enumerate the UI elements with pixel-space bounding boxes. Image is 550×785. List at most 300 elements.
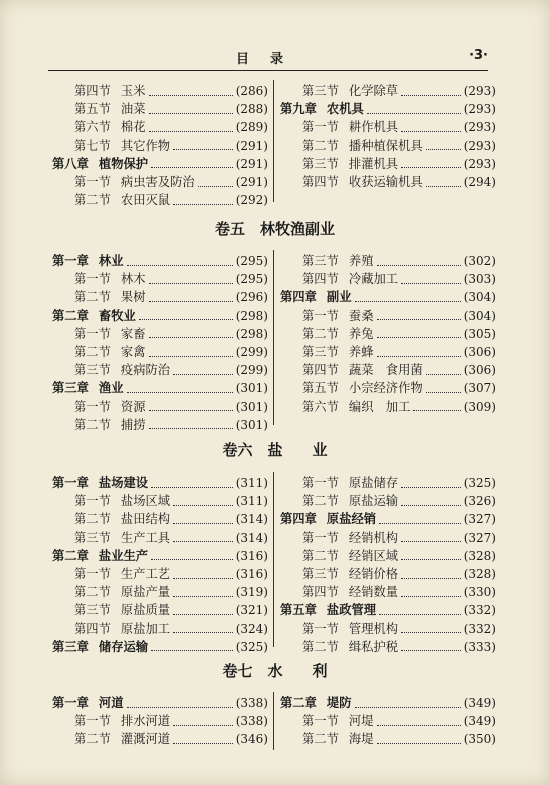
entry-number: 第一节: [302, 120, 339, 135]
dot-leader: [127, 392, 233, 393]
entry-title: 盐业生产: [98, 548, 149, 563]
column-divider: [273, 250, 274, 425]
entry-title: 原盐加工: [120, 621, 171, 636]
dot-leader: [173, 374, 233, 375]
toc-section-entry: [52, 529, 268, 547]
entry-number: 第三节: [302, 84, 339, 98]
entry-number: 第二节: [74, 732, 111, 747]
entry-number: 第四节: [302, 175, 339, 189]
entry-title: 播种植保机具: [348, 138, 423, 153]
entry-number: 第二节: [74, 290, 111, 305]
entry-page: (306): [463, 363, 496, 378]
entry-title: 蚕桑: [348, 308, 374, 323]
dot-leader: [173, 541, 233, 542]
entry-page: (301): [235, 399, 268, 414]
entry-title: 收获运输机具: [348, 175, 423, 189]
entry-number: 第一节: [302, 621, 339, 636]
entry-number: 第四节: [74, 621, 111, 636]
entry-number: 第二节: [302, 326, 339, 341]
entry-page: (327): [463, 512, 496, 527]
entry-page: (349): [463, 696, 496, 710]
entry-number: 第三节: [74, 363, 111, 378]
toc-section-entry: [52, 100, 268, 118]
entry-title: 耕作机具: [348, 120, 399, 135]
toc-section-entry: [280, 307, 496, 325]
entry-page: (311): [235, 494, 268, 509]
entry-title: 捕捞: [120, 417, 146, 432]
dot-leader: [355, 707, 461, 708]
dot-leader: [426, 149, 461, 150]
toc-section-entry: [52, 288, 268, 306]
dot-leader: [149, 131, 233, 132]
entry-number: 第二节: [302, 548, 339, 563]
dot-leader: [426, 374, 461, 375]
entry-page: (327): [463, 530, 496, 545]
dot-leader: [151, 559, 233, 560]
dot-leader: [173, 578, 233, 579]
entry-number: 第二节: [302, 732, 339, 747]
entry-number: 第二节: [302, 138, 339, 153]
entry-number: 第三节: [74, 603, 111, 618]
dot-leader: [151, 167, 233, 168]
entry-title: 盐场区域: [120, 494, 171, 509]
entry-title: 原盐运输: [348, 494, 399, 509]
toc-chapter-entry: [52, 307, 268, 325]
toc-section-entry: [52, 416, 268, 434]
entry-number: 第一节: [302, 476, 339, 490]
entry-page: (309): [463, 399, 496, 414]
entry-title: 缉私护税: [348, 639, 399, 654]
entry-number: 第三节: [302, 345, 339, 359]
toc-section-entry: [52, 173, 268, 191]
entry-number: 第一节: [74, 714, 111, 729]
toc-section-entry: [52, 492, 268, 510]
toc-section-entry: [280, 620, 496, 638]
entry-page: (316): [235, 567, 268, 581]
entry-page: (295): [235, 254, 268, 268]
entry-title: 玉米: [120, 84, 146, 98]
toc-chapter-entry: [52, 638, 268, 656]
toc-chapter-entry: [280, 694, 496, 712]
toc-chapter-entry: [52, 474, 268, 492]
entry-title: 资源: [120, 399, 146, 414]
entry-title: 油菜: [120, 102, 146, 117]
entry-page: (332): [463, 621, 496, 636]
volume-heading: 卷五 林牧渔副业: [214, 220, 335, 238]
entry-title: 堤防: [326, 696, 352, 710]
entry-number: 第四节: [302, 585, 339, 600]
entry-number: 第二节: [302, 639, 339, 654]
toc-section-entry: [52, 118, 268, 136]
entry-number: 第三章: [52, 639, 89, 654]
entry-page: (291): [235, 175, 268, 189]
entry-number: 第一节: [74, 494, 111, 509]
dot-leader: [173, 149, 233, 150]
toc-section-entry: [280, 730, 496, 748]
entry-title: 果树: [120, 290, 146, 305]
toc-chapter-entry: [52, 694, 268, 712]
entry-number: 第四章: [280, 290, 317, 305]
entry-page: (306): [463, 345, 496, 359]
dot-leader: [426, 392, 461, 393]
toc-section-entry: [280, 547, 496, 565]
toc-section-entry: [280, 325, 496, 343]
entry-page: (349): [463, 714, 496, 729]
dot-leader: [401, 578, 461, 579]
entry-title: 病虫害及防治: [120, 175, 195, 189]
toc-section-entry: [52, 583, 268, 601]
entry-number: 第二章: [280, 696, 317, 710]
entry-page: (294): [463, 175, 496, 189]
entry-title: 经销机构: [348, 530, 399, 545]
toc-section-entry: [52, 730, 268, 748]
entry-title: 林业: [98, 254, 124, 268]
entry-page: (286): [235, 84, 268, 98]
toc-section-entry: [52, 191, 268, 209]
entry-number: 第四节: [74, 84, 111, 98]
entry-title: 渔业: [98, 381, 124, 396]
column-divider: [273, 80, 274, 202]
entry-page: (288): [235, 102, 268, 117]
dot-leader: [139, 319, 233, 320]
entry-page: (350): [463, 732, 496, 747]
toc-section-entry: [280, 379, 496, 397]
entry-number: 第三节: [302, 567, 339, 581]
toc-section-entry: [280, 712, 496, 730]
dot-leader: [127, 707, 233, 708]
entry-title: 管理机构: [348, 621, 399, 636]
entry-number: 第七节: [74, 138, 111, 153]
entry-title: 家畜: [120, 326, 146, 341]
dot-leader: [198, 186, 233, 187]
entry-page: (325): [463, 476, 496, 490]
entry-title: 农田灭鼠: [120, 193, 171, 208]
toc-section-entry: [52, 565, 268, 583]
entry-page: (293): [463, 138, 496, 153]
entry-page: (291): [235, 138, 268, 153]
dot-leader: [149, 356, 233, 357]
entry-title: 排灌机具: [348, 156, 399, 171]
entry-title: 盐田结构: [120, 512, 171, 527]
dot-leader: [401, 650, 461, 651]
entry-page: (332): [463, 603, 496, 618]
toc-section-entry: [52, 270, 268, 288]
entry-number: 第一节: [74, 272, 111, 287]
entry-number: 第四节: [302, 272, 339, 287]
dot-leader: [149, 95, 233, 96]
toc-section-entry: [280, 638, 496, 656]
toc-chapter-entry: [52, 547, 268, 565]
toc-section-entry: [280, 529, 496, 547]
entry-number: 第二章: [52, 308, 89, 323]
entry-page: (298): [235, 326, 268, 341]
header-rule: [48, 70, 488, 71]
entry-number: 第二节: [74, 417, 111, 432]
entry-title: 副业: [326, 290, 352, 305]
entry-number: 第一节: [74, 567, 111, 581]
dot-leader: [401, 632, 461, 633]
dot-leader: [377, 743, 461, 744]
entry-number: 第二节: [74, 345, 111, 359]
dot-leader: [401, 167, 461, 168]
entry-title: 植物保护: [98, 156, 149, 171]
entry-page: (324): [235, 621, 268, 636]
entry-page: (304): [463, 308, 496, 323]
entry-page: (305): [463, 326, 496, 341]
toc-section-entry: [52, 510, 268, 528]
entry-page: (296): [235, 290, 268, 305]
entry-number: 第五节: [74, 102, 111, 117]
entry-number: 第一节: [74, 399, 111, 414]
dot-leader: [149, 428, 233, 429]
dot-leader: [401, 505, 461, 506]
entry-page: (301): [235, 417, 268, 432]
entry-page: (293): [463, 120, 496, 135]
entry-number: 第八章: [52, 156, 89, 171]
entry-page: (292): [235, 193, 268, 208]
entry-page: (299): [235, 345, 268, 359]
toc-section-entry: [280, 398, 496, 416]
entry-title: 经销区域: [348, 548, 399, 563]
entry-title: 农机具: [326, 102, 364, 117]
dot-leader: [173, 523, 233, 524]
entry-page: (314): [235, 512, 268, 527]
header-page-number: ·3·: [469, 48, 488, 63]
dot-leader: [401, 487, 461, 488]
toc-section-entry: [280, 492, 496, 510]
entry-title: 生产工艺: [120, 567, 171, 581]
entry-number: 第三节: [302, 254, 339, 268]
toc-chapter-entry: [280, 288, 496, 306]
entry-number: 第三章: [52, 381, 89, 396]
entry-page: (326): [463, 494, 496, 509]
entry-page: (338): [235, 714, 268, 729]
entry-page: (299): [235, 363, 268, 378]
toc-section-entry: [280, 118, 496, 136]
entry-page: (311): [235, 476, 268, 490]
dot-leader: [173, 725, 233, 726]
dot-leader: [413, 410, 460, 411]
entry-page: (333): [463, 639, 496, 654]
dot-leader: [149, 337, 233, 338]
entry-number: 第一节: [302, 714, 339, 729]
entry-page: (289): [235, 120, 268, 135]
entry-title: 畜牧业: [98, 308, 136, 323]
entry-number: 第一节: [74, 326, 111, 341]
entry-page: (328): [463, 567, 496, 581]
toc-section-entry: [280, 361, 496, 379]
entry-page: (328): [463, 548, 496, 563]
dot-leader: [367, 113, 461, 114]
dot-leader: [426, 186, 461, 187]
header-title: 目 录: [236, 52, 288, 67]
entry-page: (302): [463, 254, 496, 268]
entry-number: 第一节: [302, 530, 339, 545]
entry-number: 第三节: [302, 156, 339, 171]
volume-heading: 卷六 盐 业: [222, 441, 328, 459]
column-divider: [273, 692, 274, 750]
toc-section-entry: [52, 361, 268, 379]
dot-leader: [377, 337, 461, 338]
dot-leader: [173, 505, 233, 506]
entry-title: 盐政管理: [326, 603, 377, 618]
entry-number: 第一章: [52, 476, 89, 490]
entry-title: 化学除草: [348, 84, 399, 98]
dot-leader: [401, 131, 461, 132]
entry-title: 储存运输: [98, 639, 149, 654]
entry-title: 河堤: [348, 714, 374, 729]
entry-number: 第六节: [74, 120, 111, 135]
dot-leader: [377, 265, 461, 266]
dot-leader: [149, 113, 233, 114]
entry-title: 编织 加工: [348, 399, 411, 414]
toc-section-entry: [52, 343, 268, 361]
toc-chapter-entry: [52, 379, 268, 397]
dot-leader: [377, 356, 461, 357]
entry-page: (298): [235, 308, 268, 323]
entry-number: 第一章: [52, 254, 89, 268]
entry-title: 棉花: [120, 120, 146, 135]
entry-title: 原盐质量: [120, 603, 171, 618]
dot-leader: [173, 632, 233, 633]
entry-page: (330): [463, 585, 496, 600]
entry-number: 第二节: [74, 512, 111, 527]
entry-page: (304): [463, 290, 496, 305]
entry-page: (314): [235, 530, 268, 545]
dot-leader: [151, 487, 233, 488]
entry-page: (293): [463, 156, 496, 171]
entry-number: 第五节: [302, 381, 339, 396]
dot-leader: [401, 559, 461, 560]
entry-title: 灌溉河道: [120, 732, 171, 747]
dot-leader: [379, 523, 461, 524]
toc-section-entry: [52, 137, 268, 155]
entry-page: (291): [235, 156, 268, 171]
entry-title: 养兔: [348, 326, 374, 341]
toc-section-entry: [52, 398, 268, 416]
toc-section-entry: [280, 252, 496, 270]
dot-leader: [377, 319, 461, 320]
entry-number: 第九章: [280, 102, 317, 117]
toc-section-entry: [52, 601, 268, 619]
dot-leader: [151, 650, 233, 651]
toc-section-entry: [280, 565, 496, 583]
toc-chapter-entry: [280, 601, 496, 619]
dot-leader: [149, 301, 233, 302]
dot-leader: [127, 265, 233, 266]
entry-page: (293): [463, 102, 496, 117]
toc-section-entry: [280, 82, 496, 100]
toc-section-entry: [52, 712, 268, 730]
entry-page: (346): [235, 732, 268, 747]
dot-leader: [149, 283, 233, 284]
toc-chapter-entry: [52, 252, 268, 270]
volume-heading: 卷七 水 利: [222, 662, 328, 680]
dot-leader: [173, 596, 233, 597]
dot-leader: [355, 301, 461, 302]
entry-page: (293): [463, 84, 496, 98]
dot-leader: [149, 410, 233, 411]
entry-title: 冷藏加工: [348, 272, 399, 287]
entry-page: (307): [463, 381, 496, 396]
entry-title: 疫病防治: [120, 363, 171, 378]
entry-number: 第四章: [280, 512, 317, 527]
toc-chapter-entry: [52, 155, 268, 173]
entry-number: 第一章: [52, 696, 89, 710]
entry-title: 生产工具: [120, 530, 171, 545]
entry-title: 养蜂: [348, 345, 374, 359]
entry-title: 林木: [120, 272, 146, 287]
entry-title: 经销数量: [348, 585, 399, 600]
dot-leader: [173, 204, 233, 205]
entry-page: (321): [235, 603, 268, 618]
toc-section-entry: [280, 137, 496, 155]
entry-number: 第一节: [74, 175, 111, 189]
dot-leader: [379, 614, 461, 615]
dot-leader: [377, 725, 461, 726]
entry-title: 原盐经销: [326, 512, 377, 527]
entry-page: (338): [235, 696, 268, 710]
entry-number: 第六节: [302, 399, 339, 414]
entry-title: 小宗经济作物: [348, 381, 423, 396]
entry-number: 第三节: [74, 530, 111, 545]
toc-section-entry: [52, 82, 268, 100]
dot-leader: [401, 283, 461, 284]
entry-title: 其它作物: [120, 138, 171, 153]
entry-title: 海堤: [348, 732, 374, 747]
toc-section-entry: [280, 155, 496, 173]
toc-section-entry: [280, 270, 496, 288]
entry-title: 蔬菜 食用菌: [348, 363, 423, 378]
toc-section-entry: [280, 474, 496, 492]
entry-number: 第一节: [302, 308, 339, 323]
entry-number: 第二章: [52, 548, 89, 563]
entry-number: 第二节: [74, 585, 111, 600]
entry-number: 第四节: [302, 363, 339, 378]
entry-number: 第五章: [280, 603, 317, 618]
entry-title: 养殖: [348, 254, 374, 268]
dot-leader: [173, 614, 233, 615]
entry-title: 河道: [98, 696, 124, 710]
dot-leader: [401, 95, 461, 96]
entry-title: 排水河道: [120, 714, 171, 729]
entry-page: (303): [463, 272, 496, 287]
entry-page: (325): [235, 639, 268, 654]
entry-number: 第二节: [74, 193, 111, 208]
dot-leader: [401, 596, 461, 597]
entry-title: 经销价格: [348, 567, 399, 581]
toc-section-entry: [52, 620, 268, 638]
dot-leader: [401, 541, 461, 542]
entry-title: 盐场建设: [98, 476, 149, 490]
running-header: [48, 44, 488, 70]
entry-page: (301): [235, 381, 268, 396]
entry-title: 家禽: [120, 345, 146, 359]
toc-section-entry: [280, 173, 496, 191]
toc-chapter-entry: [280, 100, 496, 118]
toc-section-entry: [52, 325, 268, 343]
column-divider: [273, 472, 274, 647]
entry-page: (316): [235, 548, 268, 563]
entry-page: (295): [235, 272, 268, 287]
entry-title: 原盐储存: [348, 476, 399, 490]
toc-section-entry: [280, 343, 496, 361]
dot-leader: [173, 743, 233, 744]
entry-number: 第二节: [302, 494, 339, 509]
toc-section-entry: [280, 583, 496, 601]
entry-title: 原盐产量: [120, 585, 171, 600]
toc-chapter-entry: [280, 510, 496, 528]
